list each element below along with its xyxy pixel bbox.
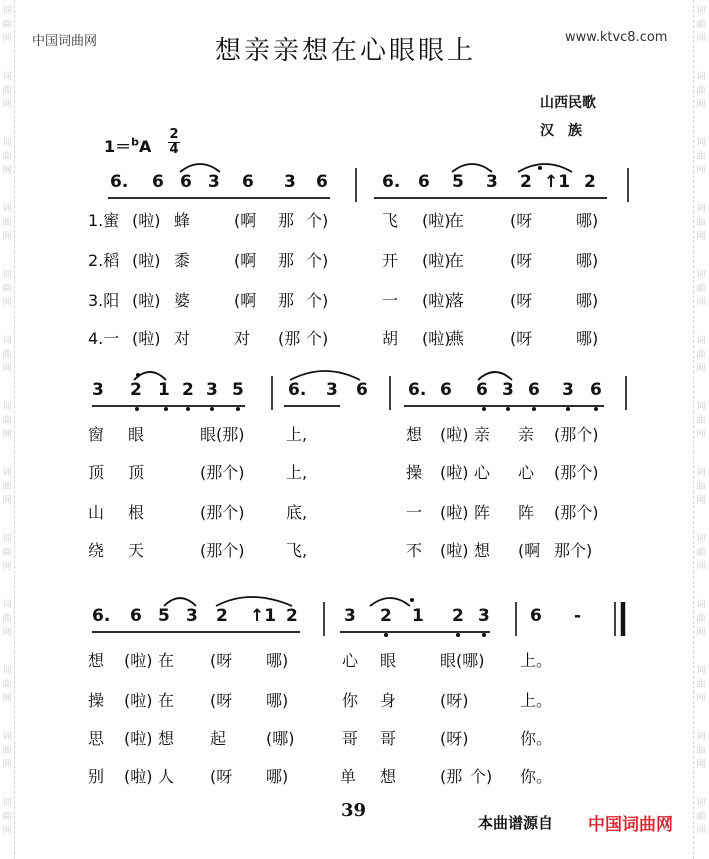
lyric-syllable: 想	[158, 729, 175, 748]
note: 6.	[92, 606, 111, 626]
watermark-glyph: 网	[696, 694, 706, 704]
lyric-syllable: 绕	[88, 541, 105, 560]
note: 3	[92, 380, 104, 400]
lyric-syllable: 哪)	[266, 651, 289, 670]
note: 3	[344, 606, 356, 626]
note: 6	[418, 172, 430, 192]
lyric-syllable: 3.阳	[88, 291, 120, 310]
lyric-syllable: 飞	[382, 211, 399, 230]
lyric-syllable: 个)	[306, 291, 329, 310]
lyric-syllable: 哥	[380, 729, 397, 748]
watermark-glyph: 词	[696, 138, 706, 148]
lyric-syllable: 一	[382, 291, 399, 310]
lyric-syllable: (啦)	[422, 329, 451, 348]
watermark-glyph: 网	[2, 628, 12, 638]
watermark-glyph: 网	[2, 34, 12, 44]
lyric-syllable: 婆	[174, 291, 191, 310]
lyric-syllable: (啊	[234, 291, 257, 310]
lyric-syllable: 落	[448, 291, 465, 310]
lyric-syllable: 2.稻	[88, 251, 120, 270]
lyric-syllable: 心	[474, 463, 491, 482]
note: 3	[326, 380, 338, 400]
lyric-syllable: (啦)	[132, 211, 161, 230]
lyric-syllable: (呀	[510, 211, 533, 230]
lyric-syllable: 在	[448, 211, 465, 230]
note: 2	[584, 172, 596, 192]
watermark-glyph: 曲	[696, 482, 706, 492]
note: 5	[452, 172, 464, 192]
note: 2	[182, 380, 194, 400]
note: 1	[158, 380, 170, 400]
watermark-glyph: 词	[2, 72, 12, 82]
note: 2	[380, 606, 392, 626]
lyric-syllable: 身	[380, 691, 397, 710]
lyric-syllable: (那个)	[554, 463, 599, 482]
lyric-syllable: 你	[342, 691, 359, 710]
lyric-syllable: 单	[340, 767, 357, 786]
watermark-glyph: 网	[2, 562, 12, 572]
watermark-glyph: 曲	[696, 680, 706, 690]
note: 6.	[408, 380, 427, 400]
lyric-syllable: 那个)	[554, 541, 593, 560]
lyric-syllable: 阵	[518, 503, 535, 522]
lyric-syllable: (啦)	[124, 691, 153, 710]
page-number: 39	[341, 800, 367, 821]
lyric-syllable: (呀	[210, 691, 233, 710]
watermark-glyph: 网	[2, 496, 12, 506]
lyric-syllable: (呀	[510, 291, 533, 310]
lyric-syllable: (呀)	[440, 691, 469, 710]
watermark-glyph: 曲	[2, 20, 12, 30]
note: 3	[208, 172, 220, 192]
lyric-syllable: (啦)	[440, 503, 469, 522]
lyric-syllable: 亲	[474, 425, 491, 444]
watermark-glyph: 网	[696, 430, 706, 440]
note: 6	[476, 380, 488, 400]
lyric-syllable: 不	[406, 541, 423, 560]
lyric-syllable: 别	[88, 767, 105, 786]
note: ↑1	[544, 172, 571, 192]
lyric-syllable: (啦)	[124, 729, 153, 748]
lyric-syllable: (那个)	[554, 503, 599, 522]
watermark-glyph: 词	[2, 798, 12, 808]
watermark-glyph: 网	[2, 166, 12, 176]
watermark-glyph: 网	[696, 496, 706, 506]
watermark-glyph: 词	[696, 534, 706, 544]
note: 3	[206, 380, 218, 400]
watermark-glyph: 网	[696, 628, 706, 638]
lyric-syllable: 蜂	[174, 211, 191, 230]
note: 6	[528, 380, 540, 400]
lyric-syllable: (啦)	[422, 211, 451, 230]
lyric-syllable: 天	[128, 541, 145, 560]
watermark-glyph: 网	[2, 694, 12, 704]
song-origin: 山西民歌	[540, 95, 596, 111]
watermark-glyph: 词	[696, 72, 706, 82]
lyric-syllable: 眼	[380, 651, 397, 670]
note: -	[574, 606, 582, 626]
note: 2	[452, 606, 464, 626]
watermark-glyph: 曲	[696, 218, 706, 228]
watermark-glyph: 网	[696, 298, 706, 308]
lyric-syllable: 操	[88, 691, 105, 710]
watermark-site-name: 中国词曲网	[32, 34, 98, 49]
watermark-glyph: 词	[2, 6, 12, 16]
note: 2	[216, 606, 228, 626]
lyric-syllable: 想	[88, 651, 105, 670]
note: 6	[316, 172, 328, 192]
lyric-syllable: 哪)	[576, 251, 599, 270]
lyric-syllable: 眼(那)	[200, 425, 245, 444]
watermark-glyph: 曲	[696, 614, 706, 624]
lyric-syllable: 那	[278, 251, 295, 270]
lyric-syllable: (啊	[234, 251, 257, 270]
lyric-syllable: (啊	[234, 211, 257, 230]
key-note: A	[139, 137, 152, 156]
lyric-syllable: 根	[128, 503, 145, 522]
lyric-syllable: (啦)	[124, 651, 153, 670]
watermark-glyph: 曲	[2, 746, 12, 756]
note: 3	[284, 172, 296, 192]
lyric-syllable: 哪)	[266, 767, 289, 786]
watermark-glyph: 曲	[2, 152, 12, 162]
lyric-syllable: (那	[440, 767, 463, 786]
lyric-syllable: 个)	[306, 329, 329, 348]
lyric-syllable: 对	[234, 329, 251, 348]
watermark-glyph: 网	[696, 364, 706, 374]
lyric-syllable: (啦)	[440, 425, 469, 444]
lyric-syllable: 人	[158, 767, 175, 786]
lyric-syllable: 眼(哪)	[440, 651, 485, 670]
lyric-syllable: (啦)	[124, 767, 153, 786]
key-prefix: 1＝	[104, 137, 132, 156]
lyric-syllable: 个)	[470, 767, 493, 786]
watermark-glyph: 曲	[2, 284, 12, 294]
lyric-syllable: 窗	[88, 425, 105, 444]
lyric-syllable: 开	[382, 251, 399, 270]
meter-bottom: 4	[169, 142, 179, 157]
source-label: 本曲谱源自	[478, 814, 554, 832]
lyric-syllable: 燕	[448, 329, 465, 348]
watermark-glyph: 网	[696, 166, 706, 176]
watermark-glyph: 曲	[2, 86, 12, 96]
note: 6.	[288, 380, 307, 400]
lyric-syllable: 飞,	[286, 541, 308, 560]
flat-sign: b	[131, 135, 140, 149]
lyric-syllable: 哪)	[576, 211, 599, 230]
lyric-syllable: (那个)	[554, 425, 599, 444]
lyric-syllable: 起	[210, 729, 227, 748]
lyric-syllable: 想	[406, 425, 423, 444]
lyric-syllable: 一	[406, 503, 423, 522]
lyric-syllable: (呀	[510, 251, 533, 270]
lyric-syllable: (啦)	[422, 291, 451, 310]
watermark-glyph: 词	[696, 270, 706, 280]
lyric-syllable: 哪)	[576, 329, 599, 348]
watermark-glyph: 网	[2, 232, 12, 242]
note: 6	[590, 380, 602, 400]
watermark-glyph: 词	[696, 600, 706, 610]
watermark-glyph: 曲	[696, 20, 706, 30]
watermark-glyph: 词	[2, 402, 12, 412]
note: 3	[478, 606, 490, 626]
lyric-syllable: 阵	[474, 503, 491, 522]
lyric-syllable: (啦)	[132, 251, 161, 270]
lyric-syllable: (那个)	[200, 463, 245, 482]
lyric-syllable: (那个)	[200, 541, 245, 560]
watermark-glyph: 网	[2, 298, 12, 308]
note: 6	[130, 606, 142, 626]
watermark-glyph: 网	[696, 562, 706, 572]
song-ethnicity: 汉 族	[540, 123, 582, 139]
watermark-glyph: 曲	[2, 482, 12, 492]
lyric-syllable: (呀	[210, 651, 233, 670]
watermark-glyph: 曲	[2, 416, 12, 426]
watermark-glyph: 曲	[2, 218, 12, 228]
lyric-syllable: 哪)	[266, 691, 289, 710]
meter-top: 2	[169, 127, 179, 142]
lyric-syllable: (那个)	[200, 503, 245, 522]
lyric-syllable: 心	[518, 463, 535, 482]
lyric-syllable: 哪)	[576, 291, 599, 310]
lyric-syllable: 黍	[174, 251, 191, 270]
watermark-glyph: 曲	[696, 416, 706, 426]
lyric-syllable: (啦)	[422, 251, 451, 270]
watermark-glyph: 词	[2, 336, 12, 346]
watermark-glyph: 词	[2, 732, 12, 742]
lyric-syllable: 想	[380, 767, 397, 786]
watermark-glyph: 网	[2, 826, 12, 836]
lyric-syllable: 山	[88, 503, 105, 522]
watermark-glyph: 网	[696, 232, 706, 242]
note: 2	[520, 172, 532, 192]
lyric-syllable: 对	[174, 329, 191, 348]
lyric-syllable: 个)	[306, 211, 329, 230]
lyric-syllable: (啦)	[132, 329, 161, 348]
note: 5	[158, 606, 170, 626]
note: 6	[440, 380, 452, 400]
note: 6	[242, 172, 254, 192]
lyric-syllable: 哥	[342, 729, 359, 748]
lyric-syllable: 思	[88, 729, 105, 748]
lyric-syllable: (啦)	[440, 541, 469, 560]
note: 3	[562, 380, 574, 400]
watermark-glyph: 词	[696, 204, 706, 214]
watermark-glyph: 词	[696, 6, 706, 16]
note: 6	[356, 380, 368, 400]
watermark-glyph: 词	[696, 798, 706, 808]
lyric-syllable: 上,	[286, 463, 308, 482]
watermark-glyph: 词	[696, 732, 706, 742]
watermark-glyph: 网	[696, 760, 706, 770]
lyric-syllable: 亲	[518, 425, 535, 444]
watermark-glyph: 网	[2, 430, 12, 440]
watermark-glyph: 网	[2, 364, 12, 374]
lyric-syllable: 上,	[286, 425, 308, 444]
lyric-syllable: 在	[158, 651, 175, 670]
note: 1	[412, 606, 424, 626]
watermark-glyph: 词	[2, 270, 12, 280]
lyric-syllable: 4.一	[88, 329, 120, 348]
watermark-glyph: 词	[2, 138, 12, 148]
watermark-glyph: 网	[2, 760, 12, 770]
note: 6	[530, 606, 542, 626]
lyric-syllable: (啊	[518, 541, 541, 560]
watermark-glyph: 词	[696, 336, 706, 346]
lyric-syllable: 个)	[306, 251, 329, 270]
watermark-site-url: www.ktvc8.com	[565, 30, 668, 45]
lyric-syllable: 想	[474, 541, 491, 560]
lyric-syllable: 在	[448, 251, 465, 270]
lyric-syllable: 底,	[286, 503, 308, 522]
lyric-syllable: 那	[278, 291, 295, 310]
lyric-syllable: (呀)	[440, 729, 469, 748]
watermark-glyph: 网	[696, 100, 706, 110]
lyric-syllable: 那	[278, 211, 295, 230]
lyric-syllable: (啦)	[132, 291, 161, 310]
watermark-glyph: 词	[2, 666, 12, 676]
watermark-glyph: 曲	[696, 284, 706, 294]
watermark-glyph: 曲	[696, 812, 706, 822]
lyric-syllable: (啦)	[440, 463, 469, 482]
note: 6	[152, 172, 164, 192]
note: ↑1	[250, 606, 277, 626]
lyric-syllable: 上。	[520, 651, 553, 670]
note: 3	[486, 172, 498, 192]
note: 6.	[110, 172, 129, 192]
lyric-syllable: 你。	[520, 767, 553, 786]
note: 3	[502, 380, 514, 400]
watermark-glyph: 词	[696, 402, 706, 412]
lyric-syllable: 上。	[520, 691, 553, 710]
note: 6.	[382, 172, 401, 192]
lyric-syllable: 操	[406, 463, 423, 482]
lyric-syllable: 顶	[128, 463, 145, 482]
lyric-syllable: 顶	[88, 463, 105, 482]
note: 3	[186, 606, 198, 626]
watermark-glyph: 曲	[2, 548, 12, 558]
note: 6	[180, 172, 192, 192]
note: 5	[232, 380, 244, 400]
watermark-glyph: 曲	[696, 548, 706, 558]
watermark-glyph: 曲	[696, 152, 706, 162]
watermark-glyph: 词	[696, 666, 706, 676]
watermark-glyph: 曲	[2, 812, 12, 822]
watermark-glyph: 词	[2, 534, 12, 544]
watermark-glyph: 曲	[2, 614, 12, 624]
watermark-glyph: 词	[2, 468, 12, 478]
note: 2	[130, 380, 142, 400]
watermark-glyph: 曲	[2, 680, 12, 690]
lyric-syllable: (呀	[210, 767, 233, 786]
watermark-glyph: 曲	[2, 350, 12, 360]
song-title: 想亲亲想在心眼眼上	[215, 36, 477, 66]
lyric-syllable: (那	[278, 329, 301, 348]
lyric-syllable: (哪)	[266, 729, 295, 748]
note: 2	[286, 606, 298, 626]
watermark-glyph: 词	[2, 600, 12, 610]
watermark-glyph: 网	[696, 826, 706, 836]
lyric-syllable: 眼	[128, 425, 145, 444]
watermark-glyph: 词	[696, 468, 706, 478]
lyric-syllable: 胡	[382, 329, 399, 348]
watermark-glyph: 曲	[696, 350, 706, 360]
watermark-glyph: 词	[2, 204, 12, 214]
watermark-glyph: 网	[696, 34, 706, 44]
lyric-syllable: (呀	[510, 329, 533, 348]
watermark-glyph: 曲	[696, 86, 706, 96]
lyric-syllable: 在	[158, 691, 175, 710]
watermark-glyph: 曲	[696, 746, 706, 756]
lyric-syllable: 你。	[520, 729, 553, 748]
lyric-syllable: 心	[342, 651, 359, 670]
source-site: 中国词曲网	[588, 815, 673, 835]
lyric-syllable: 1.蜜	[88, 211, 120, 230]
watermark-glyph: 网	[2, 100, 12, 110]
